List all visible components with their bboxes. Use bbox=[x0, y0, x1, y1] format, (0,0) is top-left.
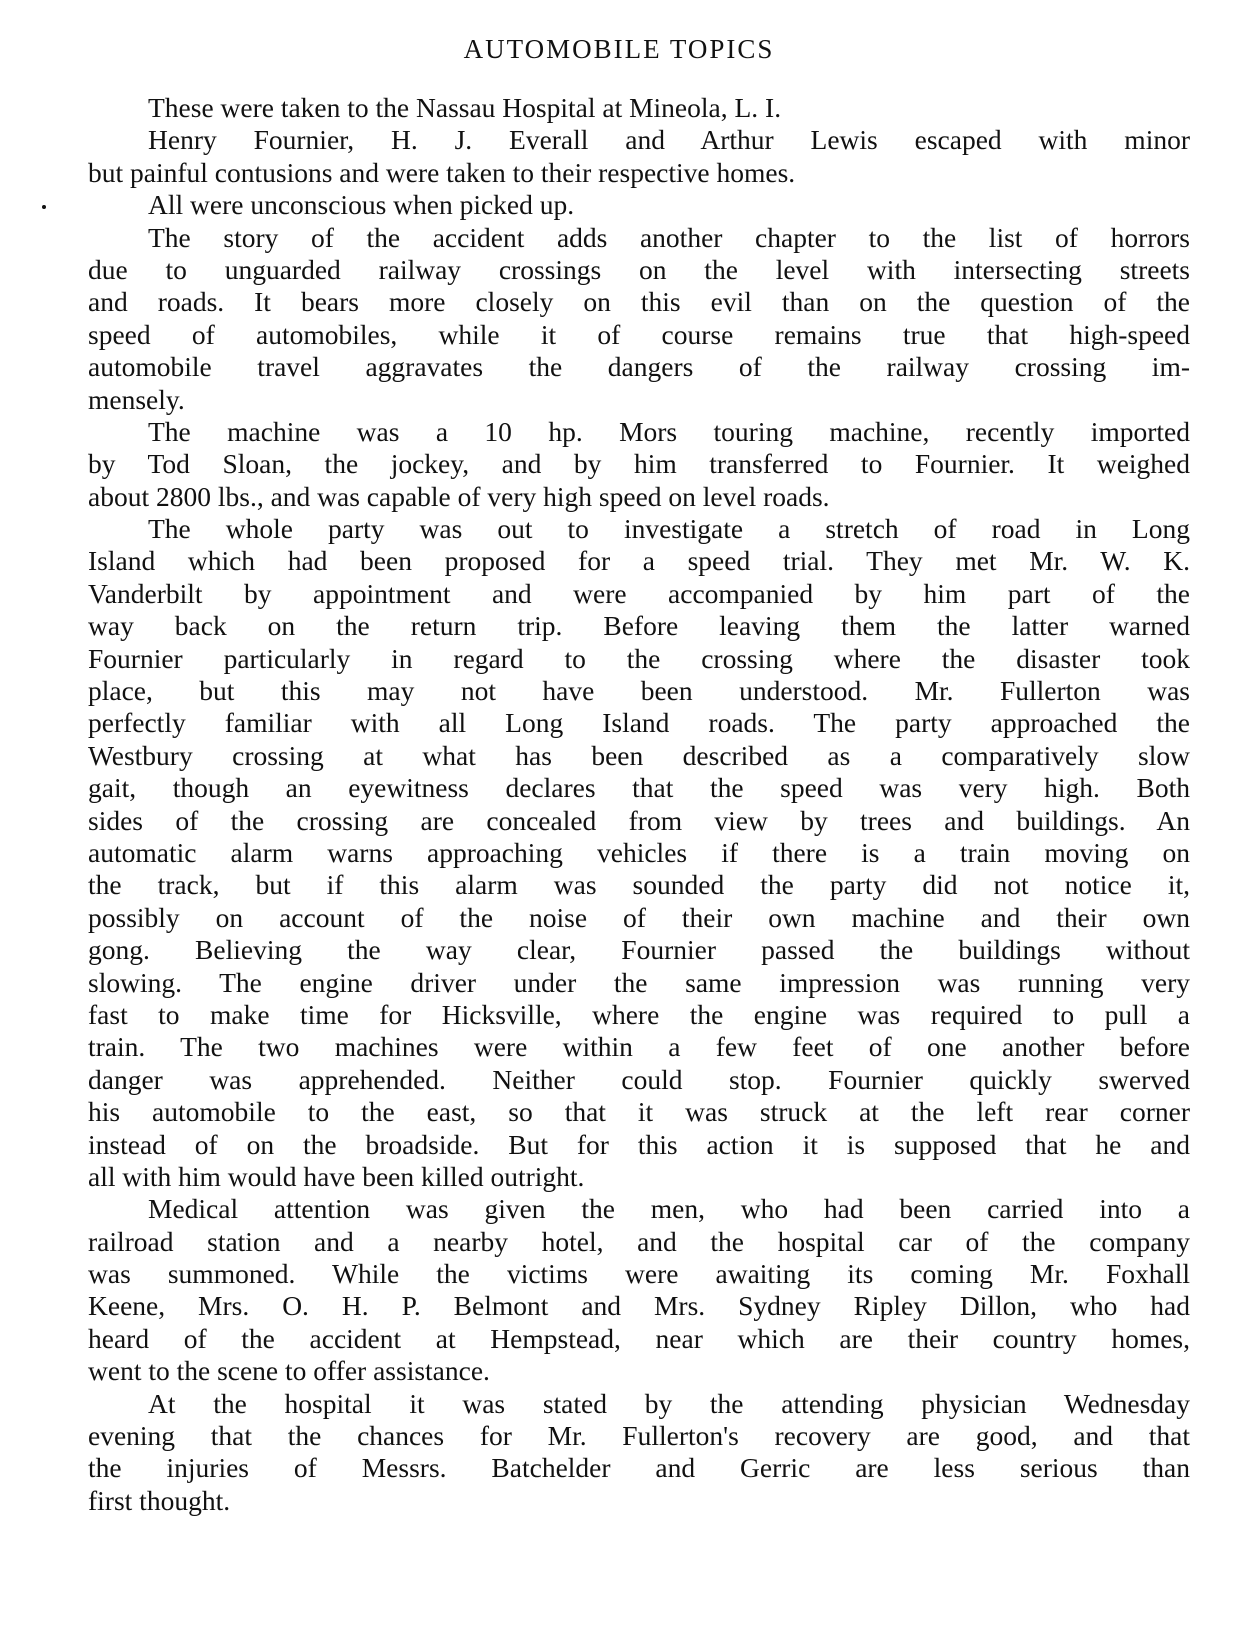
text-line: sides of the crossing are concealed from view by trees and buildings. An bbox=[88, 804, 1190, 836]
text-line: instead of on the broadside. But for this action it is supposed that he and bbox=[88, 1128, 1190, 1160]
text-line: automobile travel aggravates the dangers of the railway crossing im- bbox=[88, 351, 1190, 383]
text-line: but painful contusions and were taken to their respective homes. bbox=[88, 156, 796, 188]
text-line: all with him would have been killed outright. bbox=[88, 1160, 585, 1192]
text-line: The machine was a 10 hp. Mors touring machine, recently imported bbox=[148, 415, 1190, 447]
paragraph bbox=[88, 513, 1190, 1193]
stray-mark bbox=[42, 205, 46, 209]
text-line: Fournier particularly in regard to the crossing where the disaster took bbox=[88, 642, 1190, 674]
text-line: Vanderbilt by appointment and were accompanied by him part of the bbox=[88, 577, 1190, 609]
text-line: possibly on account of the noise of their own machine and their own bbox=[88, 901, 1190, 933]
text-line: railroad station and a nearby hotel, and the hospital car of the company bbox=[88, 1225, 1190, 1257]
text-line: The whole party was out to investigate a stretch of road in Long bbox=[148, 513, 1190, 545]
text-line: speed of automobiles, while it of course remains true that high-speed bbox=[88, 318, 1190, 350]
text-line: heard of the accident at Hempstead, near which are their country homes, bbox=[88, 1322, 1190, 1354]
running-title: AUTOMOBILE TOPICS bbox=[463, 34, 775, 64]
text-line: fast to make time for Hicksville, where the engine was required to pull a bbox=[88, 998, 1190, 1030]
text-line: evening that the chances for Mr. Fullerton's recovery are good, and that bbox=[88, 1420, 1190, 1452]
text-line: gong. Believing the way clear, Fournier passed the buildings without bbox=[88, 934, 1190, 966]
text-line: All were unconscious when picked up. bbox=[148, 189, 575, 221]
text-line: train. The two machines were within a few feet of one another before bbox=[88, 1031, 1190, 1063]
text-line: At the hospital it was stated by the attending physician Wednesday bbox=[148, 1387, 1190, 1419]
text-line: These were taken to the Nassau Hospital at Mineola, L. I. bbox=[148, 92, 782, 123]
text-line: Keene, Mrs. O. H. P. Belmont and Mrs. Sydney Ripley Dillon, who had bbox=[88, 1290, 1190, 1322]
text-line: about 2800 lbs., and was capable of very high speed on level roads. bbox=[88, 480, 830, 512]
text-line: automatic alarm warns approaching vehicles if there is a train moving on bbox=[88, 836, 1190, 868]
text-line: Island which had been proposed for a speed trial. They met Mr. W. K. bbox=[88, 545, 1190, 577]
text-line: gait, though an eyewitness declares that the speed was very high. Both bbox=[88, 772, 1190, 804]
text-line: Henry Fournier, H. J. Everall and Arthur Lewis escaped with minor bbox=[148, 124, 1190, 156]
paragraph bbox=[88, 416, 1190, 513]
text-line: mensely. bbox=[88, 383, 185, 415]
paragraph bbox=[88, 92, 1190, 124]
paragraph bbox=[88, 1193, 1190, 1387]
text-line: first thought. bbox=[88, 1484, 231, 1516]
text-line: slowing. The engine driver under the same impression was running very bbox=[88, 966, 1190, 998]
paragraph bbox=[88, 124, 1190, 189]
text-line: danger was apprehended. Neither could stop. Fournier quickly swerved bbox=[88, 1063, 1190, 1095]
paragraph bbox=[88, 189, 1190, 221]
text-line: Westbury crossing at what has been described as a comparatively slow bbox=[88, 739, 1190, 771]
text-line: Medical attention was given the men, who had been carried into a bbox=[148, 1193, 1190, 1225]
paragraph bbox=[88, 1388, 1190, 1518]
paragraph bbox=[88, 222, 1190, 416]
text-line: due to unguarded railway crossings on the level with intersecting streets bbox=[88, 253, 1190, 285]
text-line: the track, but if this alarm was sounded the party did not notice it, bbox=[88, 869, 1190, 901]
text-line: way back on the return trip. Before leaving them the latter warned bbox=[88, 610, 1190, 642]
text-line: The story of the accident adds another chapter to the list of horrors bbox=[148, 221, 1190, 253]
text-line: perfectly familiar with all Long Island roads. The party approached the bbox=[88, 707, 1190, 739]
text-line: was summoned. While the victims were awaiting its coming Mr. Foxhall bbox=[88, 1258, 1190, 1290]
text-line: place, but this may not have been understood. Mr. Fullerton was bbox=[88, 675, 1190, 707]
text-line: the injuries of Messrs. Batchelder and Gerric are less serious than bbox=[88, 1452, 1190, 1484]
text-line: went to the scene to offer assistance. bbox=[88, 1355, 490, 1387]
text-line: and roads. It bears more closely on this evil than on the question of the bbox=[88, 286, 1190, 318]
text-line: his automobile to the east, so that it was struck at the left rear corner bbox=[88, 1096, 1190, 1128]
text-line: by Tod Sloan, the jockey, and by him transferred to Fournier. It weighed bbox=[88, 448, 1190, 480]
article-body bbox=[88, 92, 1190, 1517]
